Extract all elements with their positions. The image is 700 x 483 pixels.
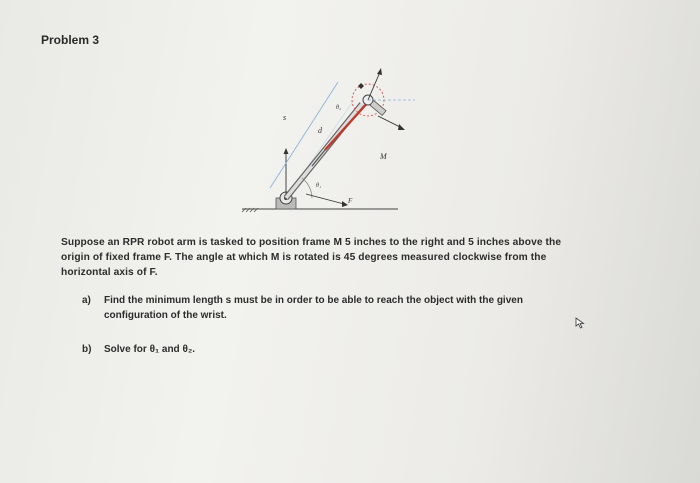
label-s: s [283,113,287,122]
mouse-pointer-icon [575,317,587,329]
part-a-text-line1: Find the minimum length s must be in order to be able to reach the object with the given [104,295,523,306]
part-b [82,342,382,357]
frame-m-axis [378,116,402,128]
part-b-text: Solve for θ₁ and θ₂. [104,344,196,355]
part-a-label: a) [82,295,91,306]
problem-statement: Suppose an RPR robot arm is tasked to position frame M 5 inches to the right and 5 inches above the origin of fixed frame F. The angle at which M is rotated is 45 degrees measured clockwise from the horizontal axis of F. [61,237,562,278]
label-frame-m: M [380,152,387,161]
part-a-text-line2: configuration of the wrist. [104,310,227,321]
problem-title: Problem 3 [41,33,100,47]
diamond-marker [358,83,364,89]
label-d: d [318,126,322,135]
gripper [370,101,386,116]
label-theta1: θ₁ [316,183,322,189]
frame-f-axis [306,194,344,204]
label-frame-f: F [348,197,353,205]
prismatic-link [325,100,370,150]
wrist-axis [368,72,380,100]
label-theta2: θ₂ [336,105,342,111]
part-a [82,293,582,323]
robot-arm-diagram [230,60,430,220]
part-b-label: b) [82,344,92,355]
